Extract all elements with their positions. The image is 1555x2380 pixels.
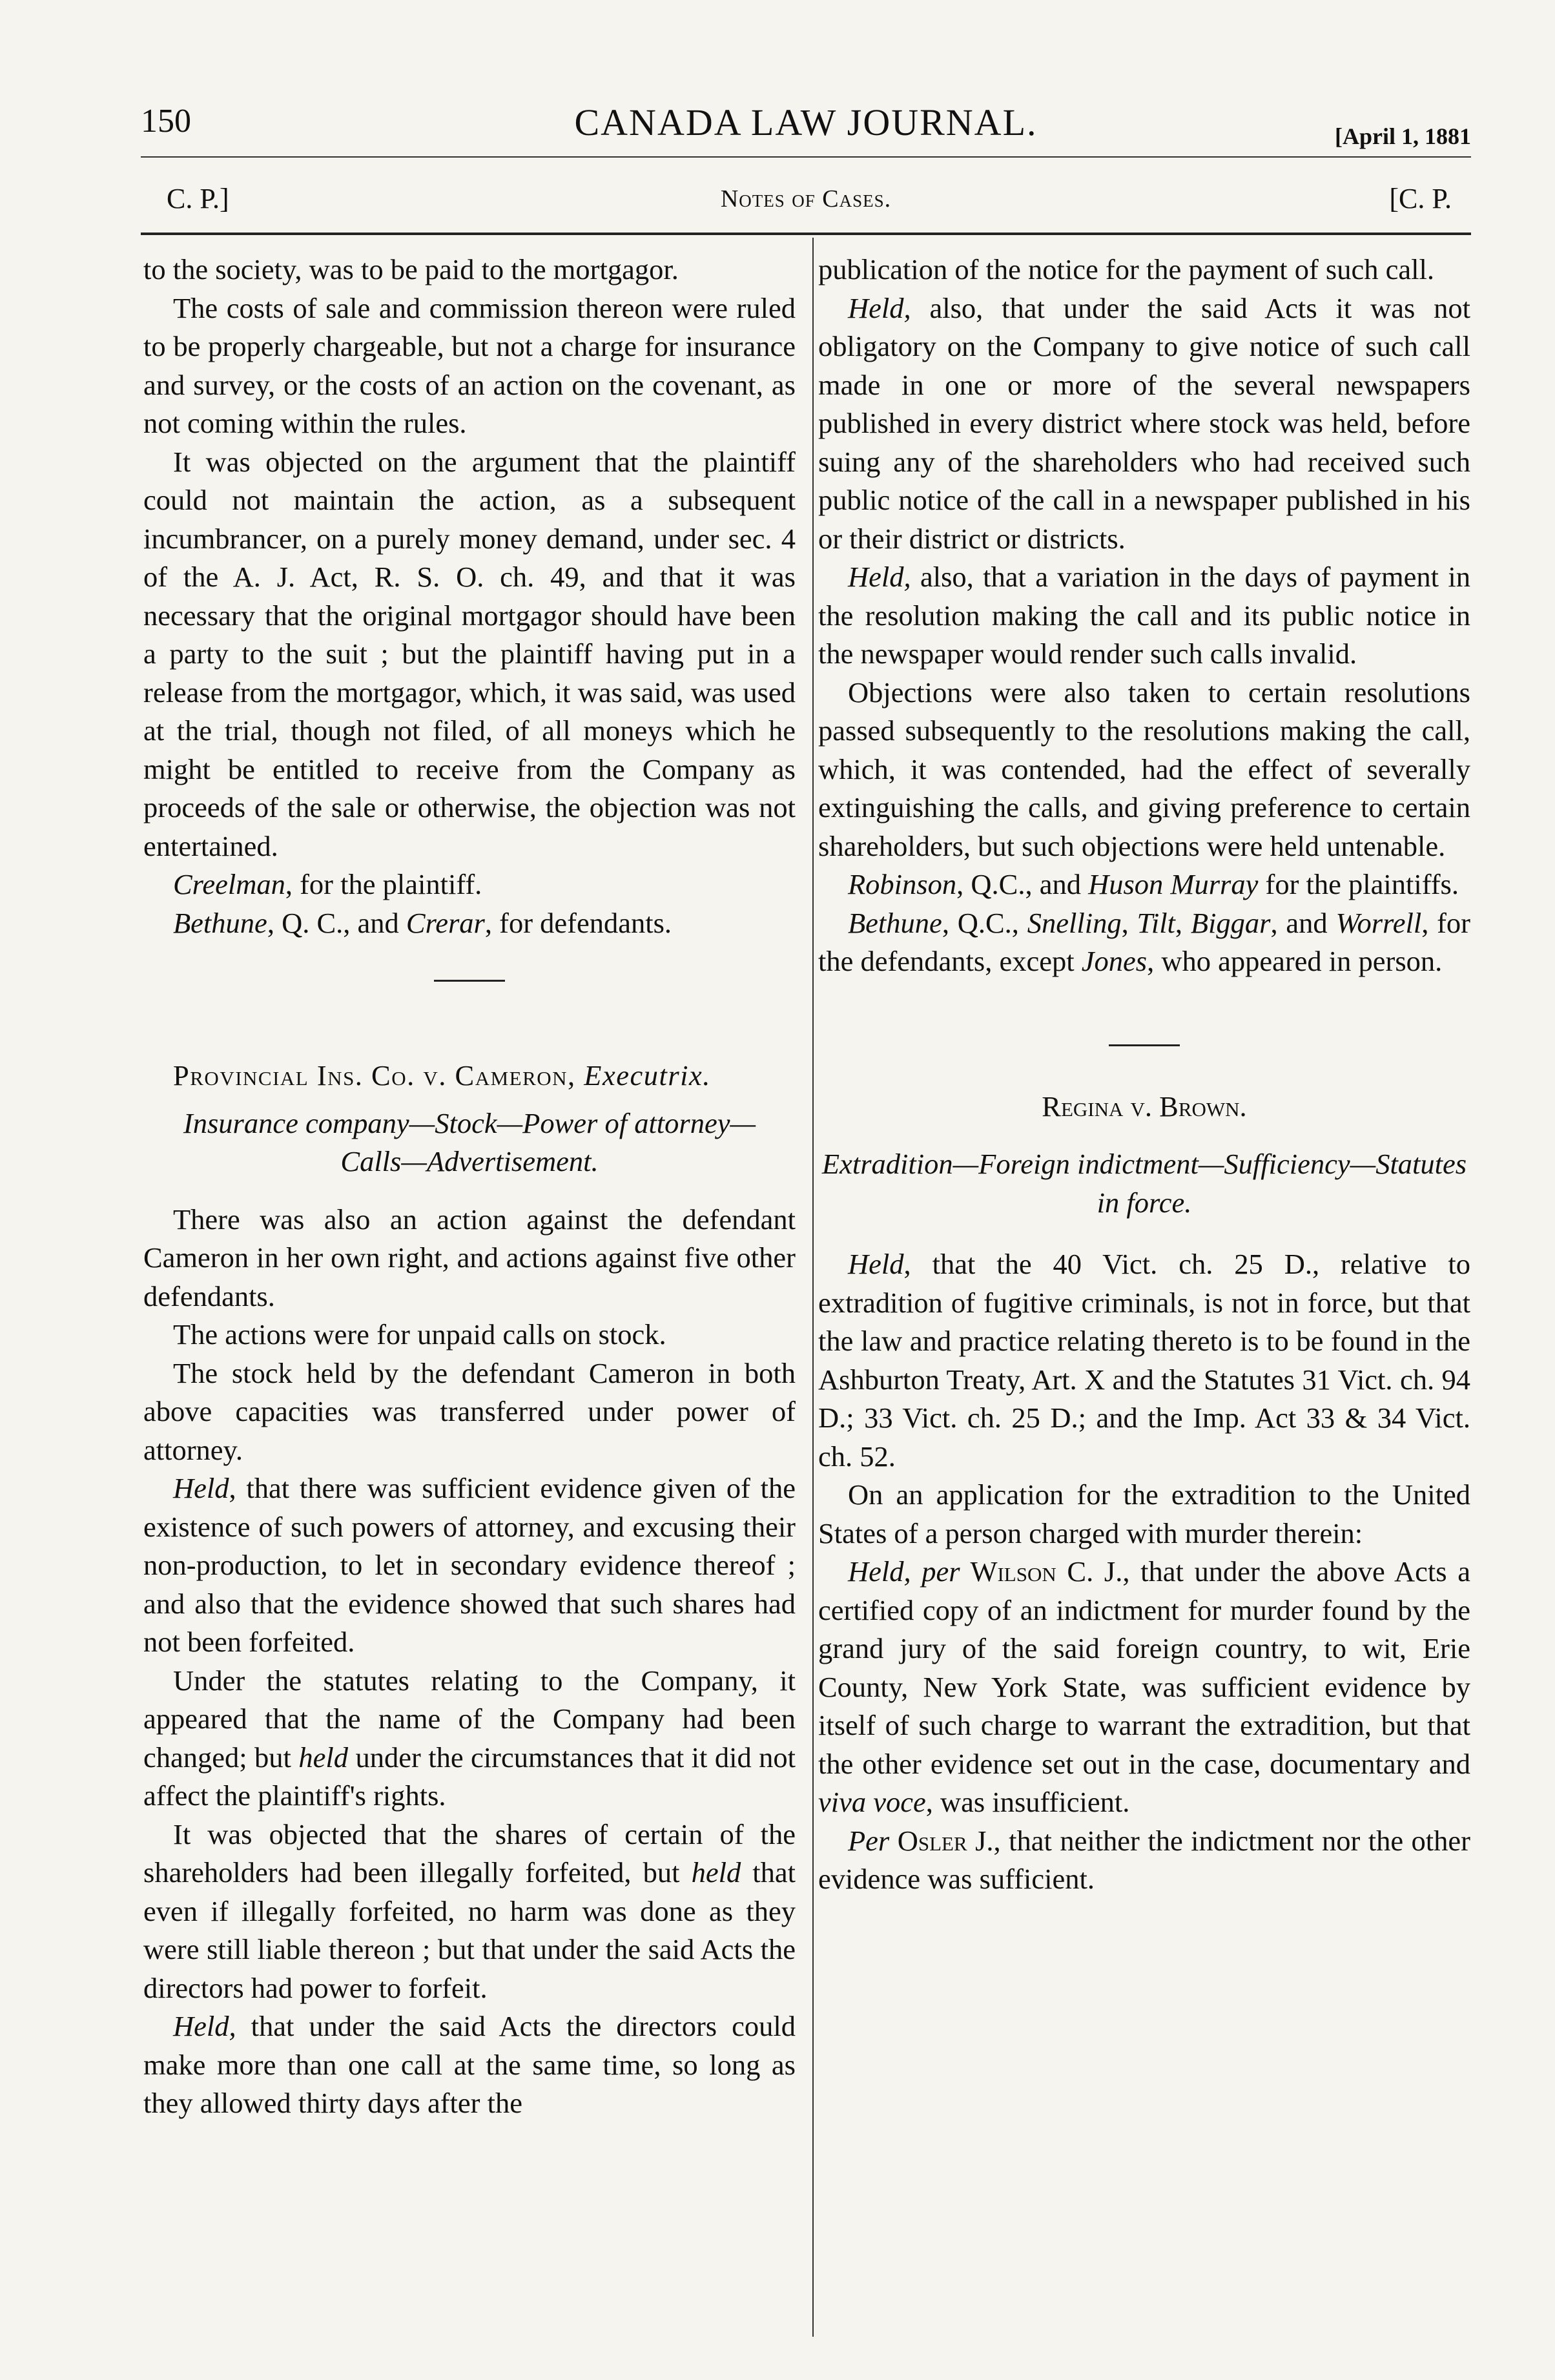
counsel-name: Bethune bbox=[848, 906, 942, 939]
counsel-text: for the plaintiffs. bbox=[1258, 868, 1459, 900]
held-word: held bbox=[691, 1856, 741, 1888]
counsel-name: Creelman bbox=[173, 868, 285, 900]
case-headnote: Extradition—Foreign indictment—Sufficiency—Statutes in force. bbox=[821, 1148, 1467, 1219]
paragraph-text: also, that a variation in the days of payment in the resolution making the call and its public notice in the newspaper would render such calls invalid. bbox=[818, 561, 1470, 670]
page-number: 150 bbox=[141, 103, 191, 140]
counsel-name: Worrell bbox=[1335, 906, 1422, 939]
section-left: C. P.] bbox=[167, 183, 229, 214]
paragraph-text: also, that under the said Acts it was not obligatory on the Company to give notice of such call made in one or more of the several newspapers published in every district where stock was held, before suing any of the shareholders who had received such public notice of the call in a newspaper published in his or their district or districts. bbox=[818, 291, 1470, 555]
section-right: [C. P. bbox=[1389, 183, 1452, 214]
counsel-text: , and bbox=[1270, 906, 1336, 939]
paragraph bbox=[143, 2007, 796, 2123]
running-head bbox=[141, 97, 1471, 149]
case-title-parties: Provincial Ins. Co. v. Cameron, bbox=[173, 1059, 584, 1092]
counsel-text: , for the defendants, except bbox=[818, 906, 1471, 977]
counsel-name: Jones bbox=[1081, 945, 1148, 977]
counsel-text: , Q.C., and bbox=[956, 868, 1089, 900]
paragraph: publication of the notice for the payment of such call. bbox=[818, 253, 1434, 285]
counsel-name: Biggar bbox=[1190, 906, 1271, 939]
counsel-line bbox=[143, 865, 796, 904]
italic-phrase: viva voce bbox=[818, 1786, 926, 1818]
held-word: Held, bbox=[848, 561, 911, 593]
column-divider bbox=[812, 238, 814, 2337]
held-word: Held bbox=[173, 1472, 229, 1504]
counsel-line bbox=[818, 904, 1470, 981]
paragraph bbox=[818, 289, 1470, 559]
held-word: Held, per bbox=[848, 1555, 960, 1588]
paragraph bbox=[143, 1469, 796, 1662]
held-word: held bbox=[298, 1741, 348, 1774]
paragraph-text: C. J., that under the above Acts a certified copy of an indictment for murder found by the grand jury of the said foreign country, to wit, Erie County, New York State, was sufficient evidence by itself of such charge to warrant the extradition, but that the other evidence set out in the case, documentary and bbox=[818, 1555, 1470, 1780]
paragraph-text: under the circumstances that it did not affect the plaintiff's rights. bbox=[143, 1741, 796, 1812]
case-title bbox=[143, 1057, 796, 1095]
paragraph-text: J., that neither the indictment nor the other evidence was sufficient. bbox=[818, 1824, 1470, 1895]
paragraph-text: It was objected that the shares of certain of the shareholders had been illegally forfeited, but bbox=[143, 1817, 796, 1888]
counsel-name: Robinson bbox=[848, 868, 957, 900]
journal-title: CANADA LAW JOURNAL. bbox=[574, 101, 1038, 143]
paragraph bbox=[143, 1662, 796, 1816]
held-word: Held, bbox=[173, 2010, 236, 2042]
paragraph bbox=[818, 558, 1470, 674]
section-center: Notes of Cases. bbox=[720, 185, 892, 212]
counsel-text: , Q.C., bbox=[942, 906, 1027, 939]
paragraph-text: , was insufficient. bbox=[925, 1786, 1130, 1818]
counsel-line bbox=[143, 904, 796, 943]
case-title-capacity: Executrix. bbox=[584, 1059, 711, 1092]
paragraph: There was also an action against the defendant Cameron in her own right, and actions against five other defendants. bbox=[143, 1203, 796, 1312]
paragraph-text: that under the said Acts the directors could make more than one call at the same time, so long as they allowed thirty days after the bbox=[143, 2010, 796, 2119]
held-word: Held bbox=[848, 1248, 904, 1280]
judge-name: Osler bbox=[889, 1824, 967, 1857]
paragraph bbox=[143, 1816, 796, 2008]
paragraph: On an application for the extradition to the United States of a person charged with murder therein: bbox=[818, 1478, 1470, 1549]
counsel-text: , bbox=[1121, 906, 1137, 939]
counsel-name: Bethune bbox=[173, 906, 267, 939]
header-rule bbox=[141, 156, 1471, 158]
paragraph-text: , that the 40 Vict. ch. 25 D., relative to extradition of fugitive criminals, is not in force, but that the law and practice relating thereto is to be found in the Ashburton Treaty, Art. X and the Statutes 31 Vict. ch. 94 D.; 33 Vict. ch. 25 D.; and the Imp. Act 33 & 34 Vict. ch. 52. bbox=[818, 1248, 1470, 1473]
left-column bbox=[143, 251, 796, 2123]
case-title: Regina v. Brown. bbox=[1042, 1090, 1247, 1123]
right-column bbox=[818, 251, 1470, 1899]
counsel-line bbox=[818, 865, 1470, 904]
paragraph: Objections were also taken to certain resolutions passed subsequently to the resolutions making the call, which, it was contended, had the effect of severally extinguishing the calls, and giving preference to certain shareholders, but such objections were held untenable. bbox=[818, 676, 1470, 862]
paragraph: The costs of sale and commission thereon were ruled to be properly chargeable, but not a charge for insurance and survey, or the costs of an action on the covenant, as not coming within the rules. bbox=[143, 291, 796, 439]
section-head bbox=[141, 182, 1471, 221]
paragraph-text: Under the statutes relating to the Company, it appeared that the name of the Company had been changed; but bbox=[143, 1664, 796, 1774]
counsel-text: , for the plaintiff. bbox=[285, 868, 482, 900]
counsel-name: Tilt bbox=[1137, 906, 1175, 939]
section-rule bbox=[141, 233, 1471, 235]
counsel-text: , for defendants. bbox=[484, 906, 672, 939]
counsel-name: Snelling bbox=[1027, 906, 1122, 939]
counsel-name: Crerar bbox=[406, 906, 485, 939]
issue-date: [April 1, 1881 bbox=[1335, 123, 1471, 149]
paragraph bbox=[818, 1245, 1470, 1476]
per-word: Per bbox=[848, 1824, 890, 1857]
held-word: Held, bbox=[848, 291, 911, 324]
counsel-name: Huson Murray bbox=[1088, 868, 1259, 900]
counsel-text: , bbox=[1175, 906, 1191, 939]
paragraph: to the society, was to be paid to the mortgagor. bbox=[143, 253, 679, 285]
paragraph: It was objected on the argument that the plaintiff could not maintain the action, as a subsequent incumbrancer, on a purely money demand, under sec. 4 of the A. J. Act, R. S. O. ch. 49, and that it was necessary that the original mortgagor should have been a party to the suit ; but the plaintiff having put in a release from the mortgagor, which, it was said, was used at the trial, though not filed, of all moneys which he might be entitled to receive from the Company as proceeds of the sale or otherwise, the objection was not entertained. bbox=[143, 445, 796, 862]
case-headnote: Insurance company—Stock—Power of attorney—Calls—Advertisement. bbox=[183, 1106, 756, 1177]
paragraph bbox=[818, 1822, 1470, 1899]
paragraph bbox=[818, 1553, 1470, 1822]
counsel-text: , who appeared in person. bbox=[1147, 945, 1443, 977]
paragraph-text: that even if illegally forfeited, no harm was done as they were still liable thereon ; but that under the said Acts the directors had power to forfeit. bbox=[143, 1856, 796, 2004]
paragraph: The actions were for unpaid calls on stock. bbox=[173, 1318, 666, 1350]
judge-name: Wilson bbox=[960, 1555, 1056, 1588]
paragraph: The stock held by the defendant Cameron in both above capacities was transferred under power of attorney. bbox=[143, 1356, 796, 1466]
counsel-text: , Q. C., and bbox=[267, 906, 406, 939]
paragraph-text: , that there was sufficient evidence given of the existence of such powers of attorney, and excusing their non-production, to let in secondary evidence thereof ; and also that the evidence showed that such shares had not been forfeited. bbox=[143, 1472, 796, 1658]
